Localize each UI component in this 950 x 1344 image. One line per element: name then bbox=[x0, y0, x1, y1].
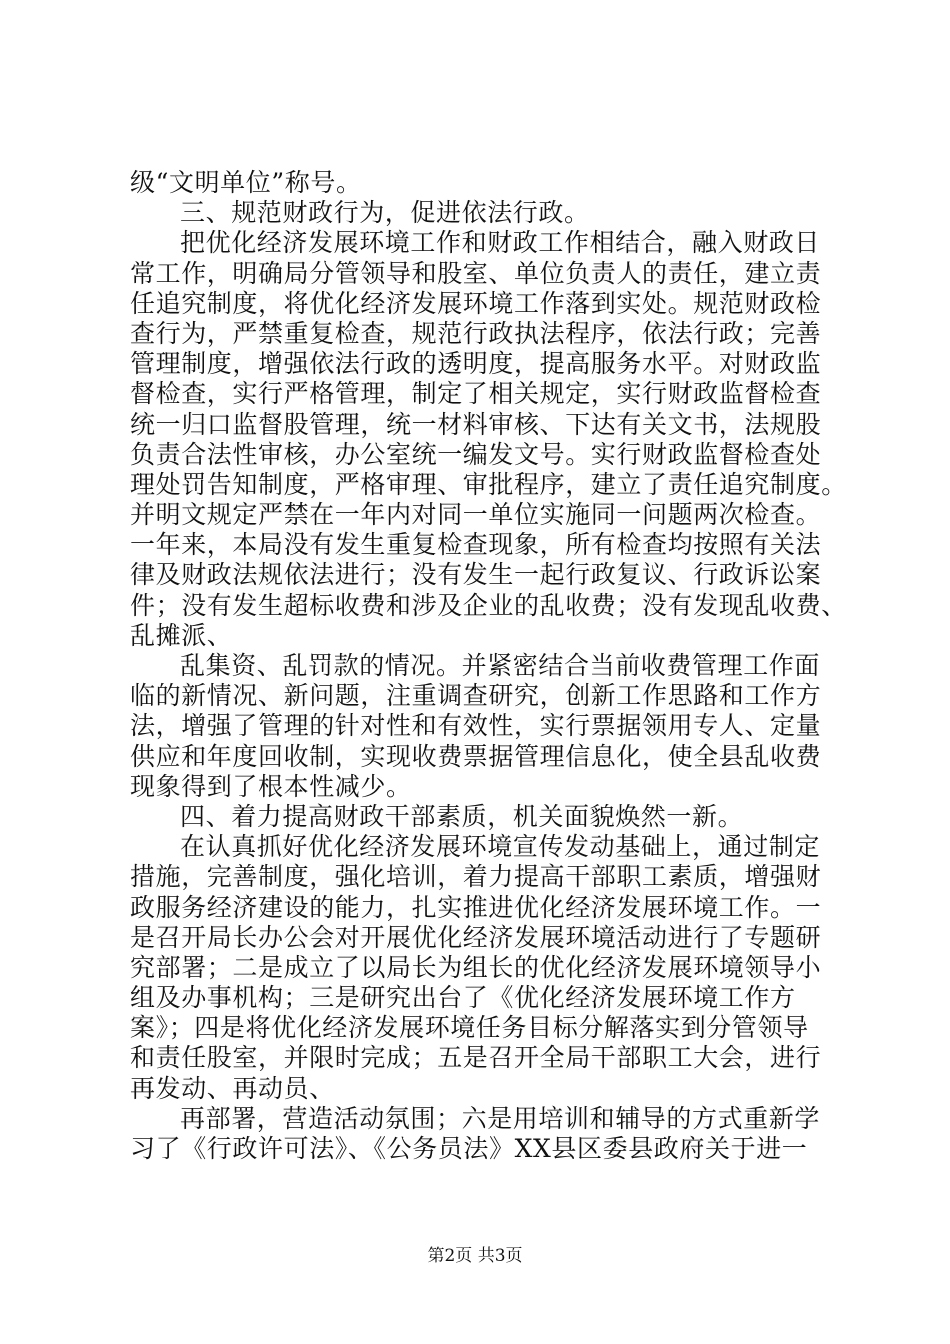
text-line: 法，增强了管理的针对性和有效性，实行票据领用专人、定量 bbox=[130, 711, 822, 741]
body-text bbox=[130, 168, 847, 1164]
text-line: 究部署；二是成立了以局长为组长的优化经济发展环境领导小 bbox=[130, 952, 822, 982]
text-line: 再发动、再动员、 bbox=[130, 1073, 335, 1103]
text-line: 政服务经济建设的能力，扎实推进优化经济发展环境工作。一 bbox=[130, 892, 822, 922]
text-line: 统一归口监督股管理，统一材料审核、下达有关文书，法规股 bbox=[130, 409, 822, 439]
text-line: 案》；四是将优化经济发展环境任务目标分解落实到分管领导 bbox=[130, 1013, 809, 1043]
text-line: 是召开局长办公会对开展优化经济发展环境活动进行了专题研 bbox=[130, 922, 822, 952]
text-line: 律及财政法规依法进行；没有发生一起行政复议、行政诉讼案 bbox=[130, 560, 822, 590]
text-line: 查行为，严禁重复检查，规范行政执法程序，依法行政；完善 bbox=[130, 318, 822, 348]
paragraph-start: 在认真抓好优化经济发展环境宣传发动基础上，通过制定 bbox=[180, 832, 821, 862]
text-line: 督检查，实行严格管理，制定了相关规定，实行财政监督检查 bbox=[130, 379, 822, 409]
text-line: 管理制度，增强依法行政的透明度，提高服务水平。对财政监 bbox=[130, 349, 822, 379]
text-line: 理处罚告知制度，严格审理、审批程序，建立了责任追究制度。 bbox=[130, 469, 847, 499]
text-line: 任追究制度，将优化经济发展环境工作落到实处。规范财政检 bbox=[130, 288, 822, 318]
text-line: 乱摊派、 bbox=[130, 620, 233, 650]
text-line: 负责合法性审核，办公室统一编发文号。实行财政监督检查处 bbox=[130, 439, 822, 469]
text-line: 并明文规定严禁在一年内对同一单位实施同一问题两次检查。 bbox=[130, 500, 822, 530]
page-number-footer: 第2页 共3页 bbox=[427, 1246, 523, 1266]
text-line: 件；没有发生超标收费和涉及企业的乱收费；没有发现乱收费、 bbox=[130, 590, 847, 620]
text-line: 一年来，本局没有发生重复检查现象，所有检查均按照有关法 bbox=[130, 530, 822, 560]
paragraph-start: 乱集资、乱罚款的情况。并紧密结合当前收费管理工作面 bbox=[180, 651, 821, 680]
text-line: 临的新情况、新问题，注重调查研究，创新工作思路和工作方 bbox=[130, 681, 822, 711]
text-line: 现象得到了根本性减少。 bbox=[130, 771, 412, 801]
section-heading: 三、规范财政行为，促进依法行政。 bbox=[180, 198, 590, 228]
text-line: 和责任股室，并限时完成；五是召开全局干部职工大会，进行 bbox=[130, 1043, 822, 1073]
text-line: 习了《行政许可法》、《公务员法》XX县区委县政府关于进一 bbox=[130, 1134, 808, 1163]
paragraph-start: 再部署，营造活动氛围；六是用培训和辅导的方式重新学 bbox=[180, 1103, 821, 1133]
text-line: 措施，完善制度，强化培训，着力提高干部职工素质，增强财 bbox=[130, 862, 822, 892]
text-line: 级“文明单位”称号。 bbox=[130, 168, 362, 197]
text-line: 常工作，明确局分管领导和股室、单位负责人的责任，建立责 bbox=[130, 258, 822, 288]
section-heading: 四、着力提高财政干部素质，机关面貌焕然一新。 bbox=[180, 801, 744, 831]
text-line: 组及办事机构；三是研究出台了《优化经济发展环境工作方 bbox=[130, 983, 796, 1013]
text-line: 供应和年度回收制，实现收费票据管理信息化，使全县乱收费 bbox=[130, 741, 822, 771]
paragraph-start: 把优化经济发展环境工作和财政工作相结合，融入财政日 bbox=[180, 228, 821, 258]
